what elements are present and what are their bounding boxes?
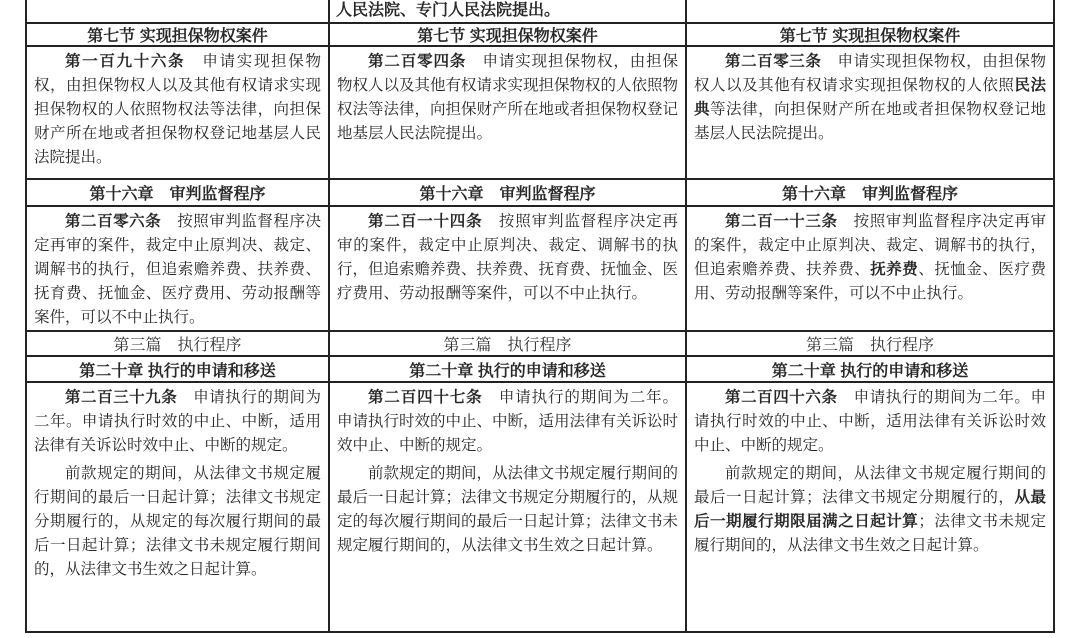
row-chapter20-header-cell-2: 第二十章 执行的申请和移送 (687, 357, 1055, 383)
row-chapter20-header (25, 357, 1055, 383)
row-section7-header-cell-0: 第七节 实现担保物权案件 (25, 24, 330, 47)
paragraph (337, 50, 678, 146)
row-part3-header (25, 332, 1055, 357)
row-article-execution-period (25, 383, 1055, 633)
row-chapter20-header-cell-0: 第二十章 执行的申请和移送 (25, 357, 330, 383)
bold-text-run: 从最后一期履行期限届满之日起计算 (694, 489, 1046, 530)
row-article-retrial-suspension-cell-2 (687, 207, 1055, 332)
text-run: 按照审判监督程序决定再审的案件，裁定中止原判决、裁定、调解书的执行，但追索赡养费、扶养费、抚育费、抚恤金、医疗费用、劳动报酬等案件，可以不中止执行。 (34, 213, 321, 326)
row-chapter16-header-cell-2: 第十六章 审判监督程序 (687, 180, 1055, 207)
text-run: 前款规定的期间，从法律文书规定履行期间的最后一日起计算；法律文书规定分期履行的，从规定的每次履行期间的最后一日起计算；法律文书未规定履行期间的，从法律文书生效之日起计算。 (34, 465, 321, 578)
text-run: 申请执行的期间为二年。申请执行时效的中止、中断，适用法律有关诉讼时效中止、中断的规定。 (694, 389, 1046, 454)
text-run: 申请实现担保物权，由担保物权人以及其他有权请求实现担保物权的人依照物权法等法律，向担保财产所在地或者担保物权登记地基层人民法院提出。 (34, 53, 321, 166)
paragraph (34, 210, 321, 330)
row-continuation-cell-1 (330, 0, 687, 24)
row-section7-header-cell-2: 第七节 实现担保物权案件 (687, 24, 1055, 47)
bold-text-run: 第二百三十九条 (65, 389, 178, 406)
bold-text-run: 第二百零三条 (725, 53, 822, 70)
row-part3-header-cell-0: 第三篇 执行程序 (25, 332, 330, 357)
row-article-execution-period-cell-2 (687, 383, 1055, 633)
paragraph (337, 386, 678, 458)
paragraph (34, 386, 321, 458)
paragraph (336, 0, 679, 21)
row-section7-header-cell-1: 第七节 实现担保物权案件 (330, 24, 687, 47)
text-run: 申请实现担保物权，由担保物权人以及其他有权请求实现担保物权的人依照物权法等法律，向担保财产所在地或者担保物权登记地基层人民法院提出。 (337, 53, 679, 142)
paragraph (694, 50, 1046, 146)
row-part3-header-cell-1: 第三篇 执行程序 (330, 332, 687, 357)
text-run: 申请执行的期间为二年。申请执行时效的中止、中断，适用法律有关诉讼时效中止、中断的规定。 (34, 389, 321, 454)
paragraph (34, 50, 321, 170)
paragraph (694, 462, 1046, 558)
row-chapter16-header (25, 180, 1055, 207)
bold-text-run: 第二百零六条 (65, 213, 162, 230)
row-section7-header (25, 24, 1055, 47)
text-run: 申请实现担保物权，由担保物权人以及其他有权请求实现担保物权的人依照 (694, 53, 1046, 94)
row-article-retrial-suspension-cell-1 (330, 207, 687, 332)
bold-text-run: 人民法院、专门人民法院提出。 (336, 2, 561, 19)
row-article-execution-period-cell-1 (330, 383, 687, 633)
text-run: 申请执行的期间为二年。申请执行时效的中止、中断，适用法律有关诉讼时效中止、中断的规定。 (337, 389, 679, 454)
comparison-table (25, 0, 1055, 633)
bold-text-run: 第一百九十六条 (65, 53, 186, 70)
row-chapter20-header-cell-1: 第二十章 执行的申请和移送 (330, 357, 687, 383)
text-run: 按照审判监督程序决定再审的案件，裁定中止原判决、裁定、调解书的执行，但追索赡养费、扶养费、 (694, 213, 1046, 278)
paragraph (694, 210, 1046, 306)
bold-text-run: 第二百零四条 (368, 53, 467, 70)
paragraph (34, 462, 321, 582)
row-continuation-cell-0 (25, 0, 330, 24)
text-run: ；法律文书未规定履行期间的，从法律文书生效之日起计算。 (694, 513, 1046, 554)
text-run: 等法律，向担保财产所在地或者担保物权登记地基层人民法院提出。 (694, 101, 1046, 142)
bold-text-run: 民法典 (694, 77, 1046, 118)
row-article-execution-period-cell-0 (25, 383, 330, 633)
row-continuation-cell-2 (687, 0, 1055, 24)
row-chapter16-header-cell-0: 第十六章 审判监督程序 (25, 180, 330, 207)
row-article-secured-property-cell-1 (330, 47, 687, 180)
bold-text-run: 第二百四十六条 (725, 389, 838, 406)
text-run: 前款规定的期间，从法律文书规定履行期间的最后一日起计算；法律文书规定分期履行的， (694, 465, 1046, 506)
row-article-retrial-suspension-cell-0 (25, 207, 330, 332)
row-article-secured-property (25, 47, 1055, 180)
row-article-retrial-suspension (25, 207, 1055, 332)
bold-text-run: 第二百一十三条 (725, 213, 838, 230)
row-article-secured-property-cell-0 (25, 47, 330, 180)
row-continuation (25, 0, 1055, 24)
paragraph (337, 210, 678, 306)
row-article-secured-property-cell-2 (687, 47, 1055, 180)
bold-text-run: 第二百一十四条 (368, 213, 483, 230)
text-run: 前款规定的期间，从法律文书规定履行期间的最后一日起计算；法律文书规定分期履行的，从规定的每次履行期间的最后一日起计算；法律文书未规定履行期间的，从法律文书生效之日起计算。 (337, 465, 679, 554)
row-part3-header-cell-2: 第三篇 执行程序 (687, 332, 1055, 357)
text-run: 按照审判监督程序决定再审的案件，裁定中止原判决、裁定、调解书的执行，但追索赡养费、扶养费、抚育费、抚恤金、医疗费用、劳动报酬等案件，可以不中止执行。 (337, 213, 679, 302)
bold-text-run: 抚养费 (870, 261, 919, 278)
paragraph (694, 386, 1046, 458)
text-run: 、抚恤金、医疗费用、劳动报酬等案件，可以不中止执行。 (694, 261, 1046, 302)
paragraph (337, 462, 678, 558)
bold-text-run: 第二百四十七条 (368, 389, 483, 406)
row-chapter16-header-cell-1: 第十六章 审判监督程序 (330, 180, 687, 207)
